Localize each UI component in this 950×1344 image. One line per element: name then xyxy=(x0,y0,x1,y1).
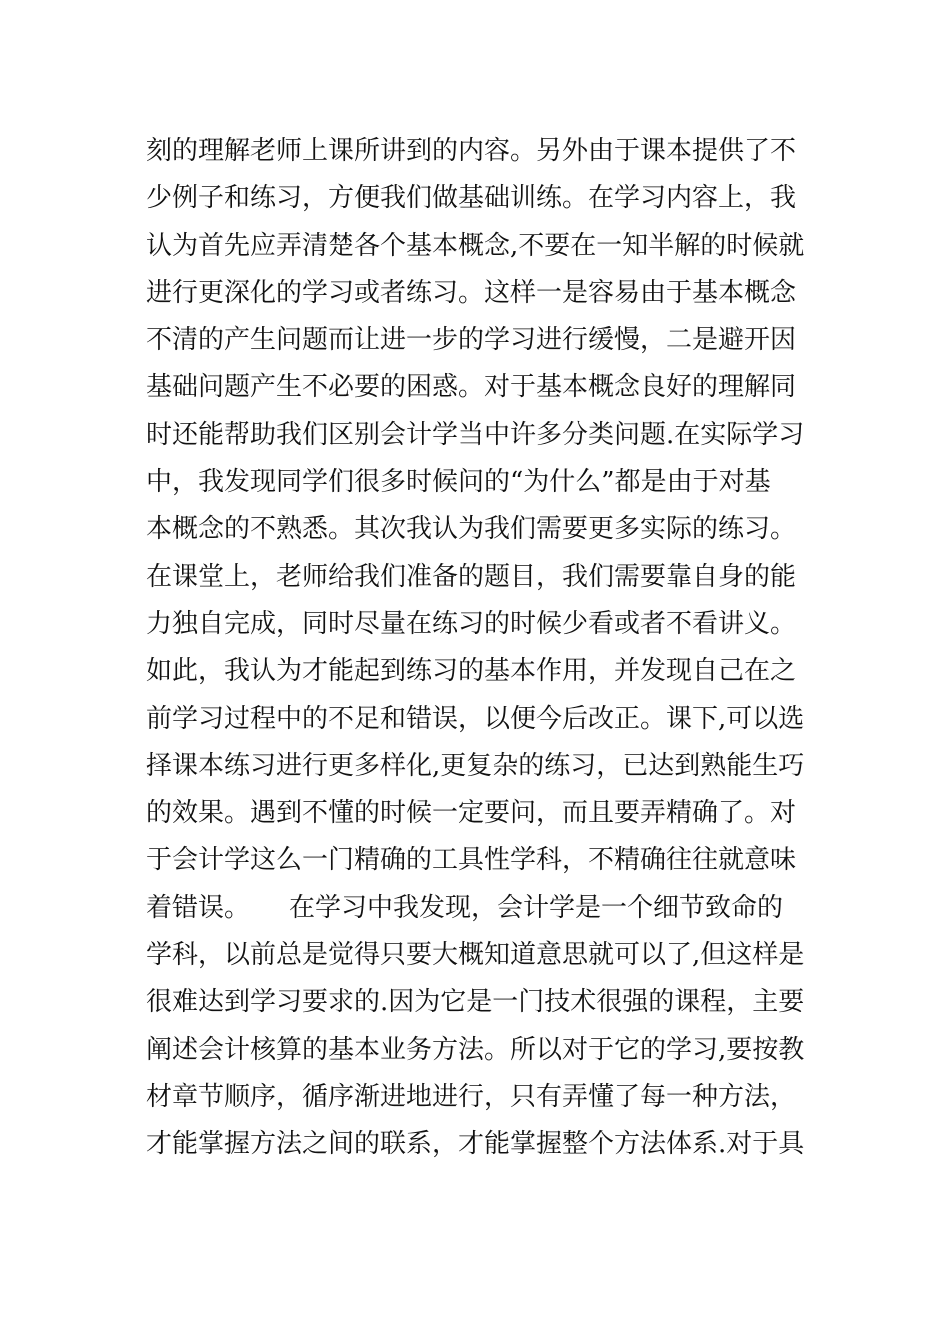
text-line: 阐述会计核算的基本业务方法。所以对于它的学习,要按教 xyxy=(146,1034,805,1065)
text-line: 刻的理解老师上课所讲到的内容。另外由于课本提供了不 xyxy=(146,136,797,166)
text-line: 少例子和练习，方便我们做基础训练。在学习内容上，我 xyxy=(146,183,797,214)
text-line: 力独自完成，同时尽量在练习的时候少看或者不看讲义。 xyxy=(146,608,797,639)
text-line: 认为首先应弄清楚各个基本概念,不要在一知半解的时候就 xyxy=(146,230,805,261)
body-text xyxy=(146,128,811,1169)
text-line: 时还能帮助我们区别会计学当中许多分类问题.在实际学习 xyxy=(146,419,805,450)
text-line: 很难达到学习要求的.因为它是一门技术很强的课程，主要 xyxy=(146,987,805,1018)
text-line: 学科，以前总是觉得只要大概知道意思就可以了,但这样是 xyxy=(146,940,805,971)
text-line: 前学习过程中的不足和错误，以便今后改正。课下,可以选 xyxy=(146,703,805,734)
text-line: 材章节顺序，循序渐进地进行，只有弄懂了每一种方法， xyxy=(146,1081,797,1112)
text-line: 在课堂上，老师给我们准备的题目，我们需要靠自身的能 xyxy=(146,561,797,592)
text-line: 择课本练习进行更多样化,更复杂的练习，已达到熟能生巧 xyxy=(146,750,805,781)
text-line: 才能掌握方法之间的联系，才能掌握整个方法体系.对于具 xyxy=(146,1129,805,1160)
text-line: 不清的产生问题而让进一步的学习进行缓慢，二是避开因 xyxy=(146,325,797,356)
text-line: 进行更深化的学习或者练习。这样一是容易由于基本概念 xyxy=(146,277,797,308)
text-line: 于会计学这么一门精确的工具性学科，不精确往往就意味 xyxy=(146,845,797,876)
text-line: 本概念的不熟悉。其次我认为我们需要更多实际的练习。 xyxy=(146,514,797,545)
text-line: 如此，我认为才能起到练习的基本作用，并发现自己在之 xyxy=(146,656,797,687)
text-line: 着错误。 在学习中我发现，会计学是一个细节致命的 xyxy=(146,892,784,923)
text-line: 基础问题产生不必要的困惑。对于基本概念良好的理解同 xyxy=(146,372,797,403)
text-line: 中，我发现同学们很多时候问的“为什么”都是由于对基 xyxy=(146,467,771,498)
text-line: 的效果。遇到不懂的时候一定要问，而且要弄精确了。对 xyxy=(146,798,797,829)
